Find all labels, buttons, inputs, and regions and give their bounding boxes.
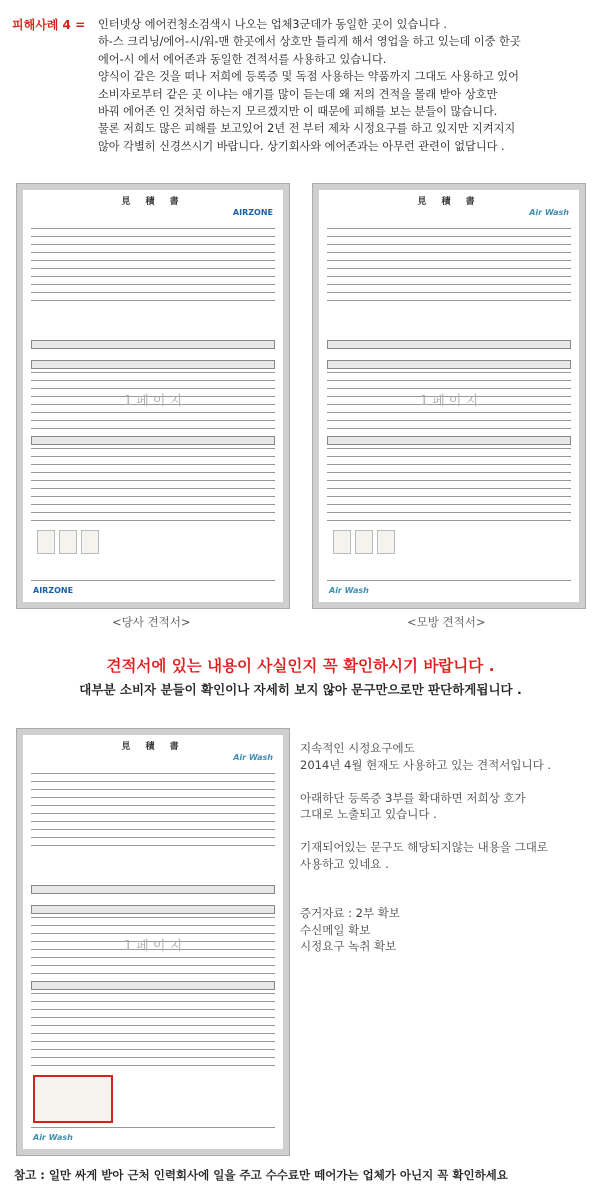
note-line: 그대로 노출되고 있습니다 . xyxy=(300,807,437,821)
note-line: 증거자료 : 2부 확보 xyxy=(300,906,400,920)
airwash-footer-logo: Air Wash xyxy=(329,586,369,595)
note-line: 지속적인 시정요구에도 xyxy=(300,741,415,755)
certificate-thumb xyxy=(59,530,77,554)
highlighted-certificates xyxy=(33,1075,113,1123)
estimate-paper xyxy=(319,190,579,602)
airwash-logo: Air Wash xyxy=(529,208,569,217)
case-line: 물론 저희도 많은 피해를 보고있어 2년 전 부터 제차 시정요구를 하고 있지만 지켜지지 xyxy=(98,122,516,136)
case-label: 피해사례 4 = xyxy=(12,18,86,32)
page-watermark: 1 페 이 지 xyxy=(123,939,183,954)
certificate-thumb xyxy=(377,530,395,554)
page-watermark: 1 페 이 지 xyxy=(419,394,479,409)
copied-estimate-image xyxy=(312,183,586,609)
certificate-thumb xyxy=(81,530,99,554)
case-line: 않아 각별히 신경쓰시기 바랍니다. 상기회사와 에어존과는 아무런 관련이 없답니다 . xyxy=(98,139,505,153)
airwash-logo: Air Wash xyxy=(233,753,273,762)
estimate-paper xyxy=(23,735,283,1149)
note-line: 아래하단 등록증 3부를 확대하면 저희상 호가 xyxy=(300,790,526,805)
warning-title: 견적서에 있는 내용이 사실인지 꼭 확인하시기 바랍니다 . xyxy=(106,657,495,675)
note-line: 수신메일 확보 xyxy=(300,922,371,937)
estimate-title: 見 積 書 xyxy=(121,197,185,207)
case-line: 인터넷상 에어컨청소검색시 나오는 업체3군데가 동일한 곳이 있습니다 . xyxy=(98,18,447,31)
certificate-thumb xyxy=(333,530,351,554)
case-line: 하-스 크리닝/에어-시/워-맨 한곳에서 상호만 틀리게 해서 영업을 하고 있는데 이중 한곳 xyxy=(98,35,521,49)
warning-subtitle: 대부분 소비자 분들이 확인이나 자세히 보지 않아 문구만으로만 판단하게됩니다 . xyxy=(79,682,522,697)
our-estimate-caption: <당사 견적서> xyxy=(112,615,191,629)
our-estimate-image xyxy=(16,183,290,609)
case-line: 바꿔 에어존 인 것처럼 하는지 모르겠지만 이 때문에 피해를 보는 분들이 많습니다. xyxy=(98,105,498,119)
note-line: 시정요구 녹취 확보 xyxy=(300,939,397,953)
certificate-thumb xyxy=(37,530,55,554)
case-body xyxy=(98,16,592,155)
page-watermark: 1 페 이 지 xyxy=(123,394,183,409)
evidence-notes xyxy=(300,740,596,955)
case-line: 에어-시 에서 에어존과 동일한 견적서를 사용하고 있습니다. xyxy=(98,52,387,66)
case-line: 소비자로부터 같은 곳 이냐는 애기를 많이 듣는데 왜 저의 견적을 몰래 받아 상호만 xyxy=(98,87,498,101)
estimate-title: 見 積 書 xyxy=(417,197,481,207)
airzone-footer-logo: AIRZONE xyxy=(33,586,74,595)
certificate-thumb xyxy=(355,530,373,554)
airwash-footer-logo: Air Wash xyxy=(33,1133,73,1142)
footer-note: 참고 : 일만 싸게 받아 근처 인력회사에 일을 주고 수수료만 떼어가는 업체가 아닌지 꼭 확인하세요 xyxy=(14,1168,508,1182)
note-line: 2014년 4월 현재도 사용하고 있는 견적서입니다 . xyxy=(300,757,552,772)
estimate-title: 見 積 書 xyxy=(121,742,185,752)
estimate-paper xyxy=(23,190,283,602)
copied-estimate-caption: <모방 견적서> xyxy=(407,615,486,629)
evidence-estimate-image xyxy=(16,728,290,1156)
airzone-logo: AIRZONE xyxy=(232,208,273,217)
note-line: 기재되어있는 문구도 해당되지않는 내용을 그대로 xyxy=(300,840,548,854)
case-line: 양식이 같은 것을 떠나 저희에 등록증 및 독점 사용하는 약품까지 그대도 사용하고 있어 xyxy=(98,70,519,84)
note-line: 사용하고 있네요 . xyxy=(300,856,389,871)
